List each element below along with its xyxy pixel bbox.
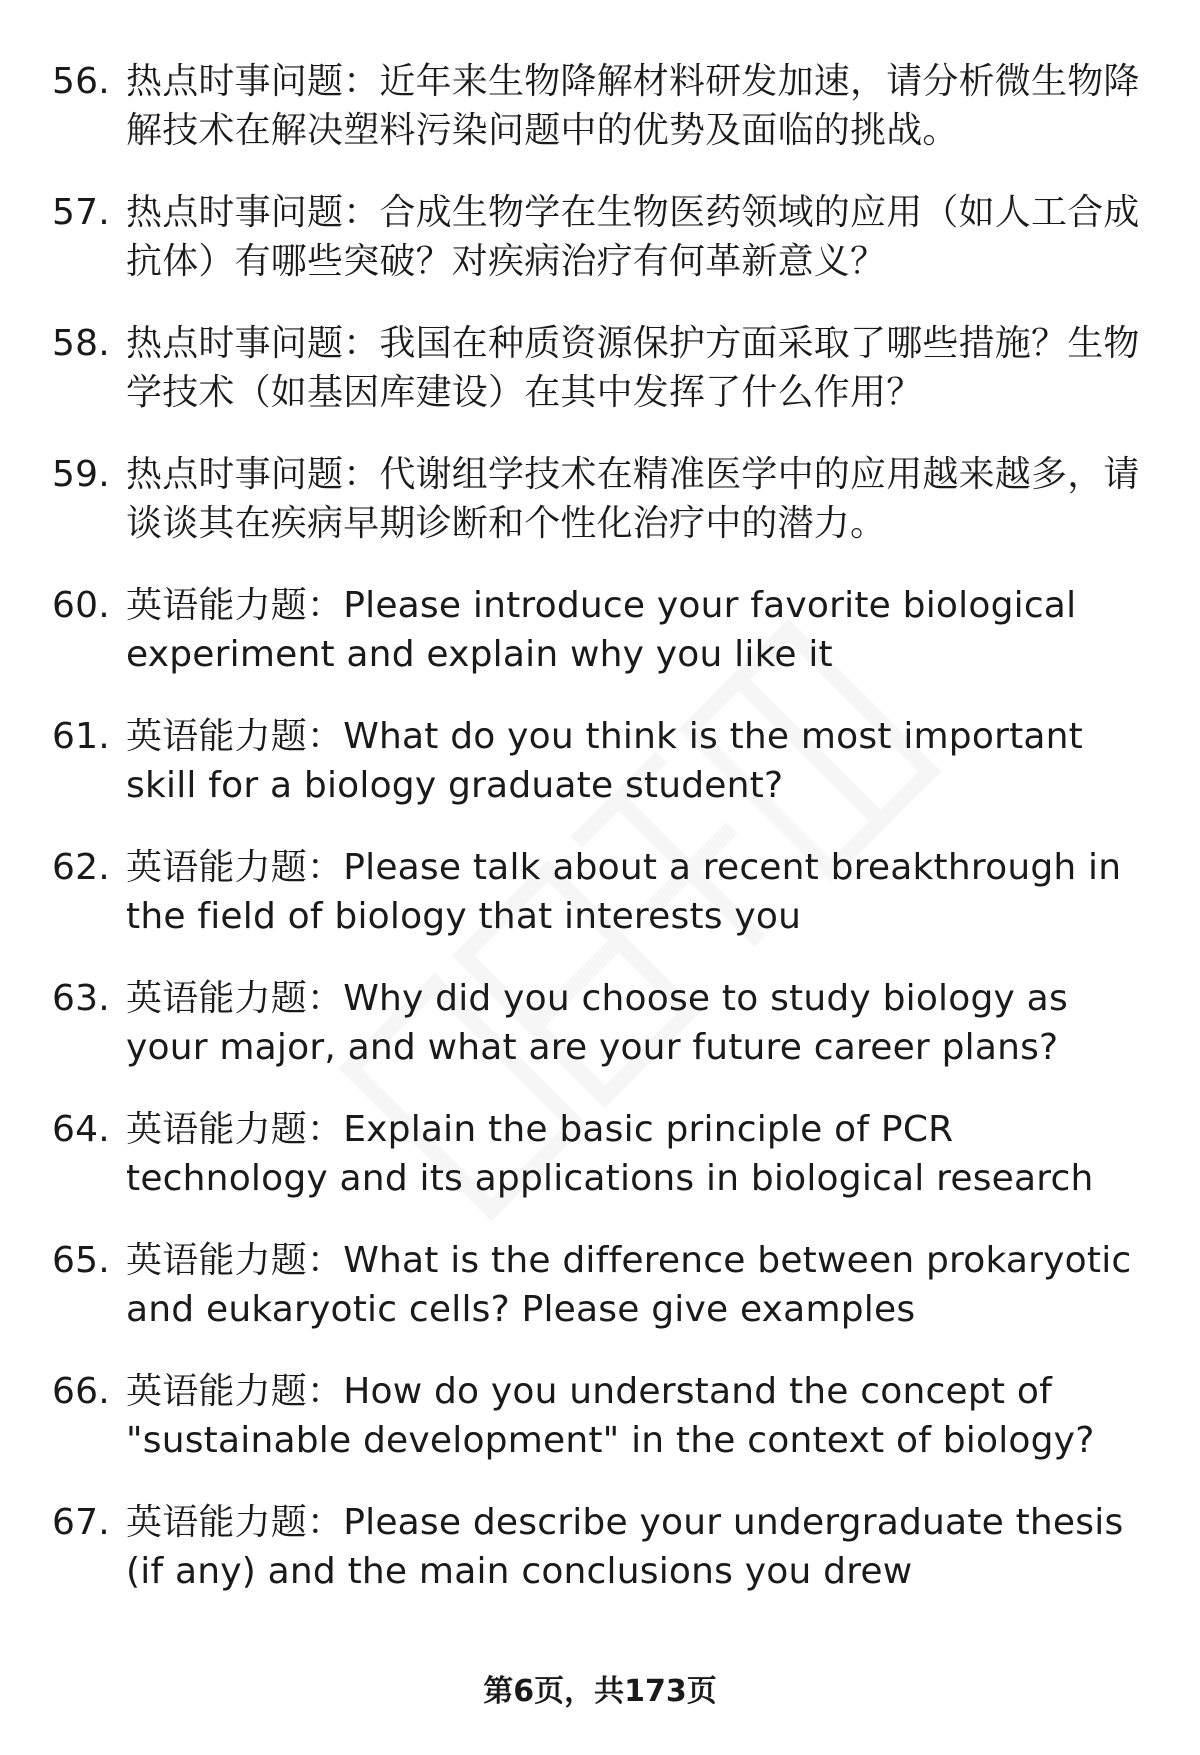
question-body bbox=[126, 1106, 1152, 1203]
question-item-66 bbox=[52, 1368, 1152, 1465]
question-item-63 bbox=[52, 975, 1152, 1072]
question-item-64 bbox=[52, 1106, 1152, 1203]
question-text: 近年来生物降解材料研发加速，请分析微生物降解技术在解决塑料污染问题中的优势及面临的挑战。 bbox=[126, 61, 1140, 151]
question-number: 63. bbox=[52, 978, 110, 1019]
question-item-58 bbox=[52, 320, 1152, 417]
question-number: 61. bbox=[52, 716, 110, 757]
question-category: 热点时事问题： bbox=[126, 61, 380, 102]
question-number: 58. bbox=[52, 323, 110, 364]
question-body bbox=[126, 1237, 1152, 1334]
question-text: What is the difference between prokaryotic and eukaryotic cells? Please give examples bbox=[126, 1240, 1132, 1330]
question-body bbox=[126, 713, 1152, 810]
question-body bbox=[126, 451, 1152, 548]
question-number: 67. bbox=[52, 1502, 110, 1543]
question-item-59 bbox=[52, 451, 1152, 548]
question-number: 59. bbox=[52, 454, 110, 495]
question-body bbox=[126, 582, 1152, 679]
question-number: 60. bbox=[52, 585, 110, 626]
question-category: 英语能力题： bbox=[126, 1502, 344, 1543]
question-text: 代谢组学技术在精准医学中的应用越来越多，请谈谈其在疾病早期诊断和个性化治疗中的潜力。 bbox=[126, 454, 1140, 544]
question-text: Please introduce your favorite biological experiment and explain why you like it bbox=[126, 585, 1077, 675]
question-number: 64. bbox=[52, 1109, 110, 1150]
question-category: 英语能力题： bbox=[126, 978, 344, 1019]
question-item-67 bbox=[52, 1499, 1152, 1596]
question-text: Please describe your undergraduate thesis (if any) and the main conclusions you drew bbox=[126, 1502, 1124, 1592]
question-item-65 bbox=[52, 1237, 1152, 1334]
question-item-61 bbox=[52, 713, 1152, 810]
question-body bbox=[126, 1368, 1152, 1465]
question-body bbox=[126, 320, 1152, 417]
question-text: Please talk about a recent breakthrough in the field of biology that interests you bbox=[126, 847, 1122, 937]
question-item-60 bbox=[52, 582, 1152, 679]
question-text: Explain the basic principle of PCR technology and its applications in biological research bbox=[126, 1109, 1094, 1199]
question-number: 65. bbox=[52, 1240, 110, 1281]
question-category: 英语能力题： bbox=[126, 847, 344, 888]
page-footer: 第6页，共173页 bbox=[483, 1674, 717, 1709]
question-category: 英语能力题： bbox=[126, 1109, 344, 1150]
question-text: Why did you choose to study biology as your major, and what are your future career plans? bbox=[126, 978, 1068, 1068]
question-category: 英语能力题： bbox=[126, 1240, 344, 1281]
question-category: 英语能力题： bbox=[126, 716, 344, 757]
question-text: 合成生物学在生物医药领域的应用（如人工合成抗体）有哪些突破？对疾病治疗有何革新意义？ bbox=[126, 192, 1140, 282]
question-number: 62. bbox=[52, 847, 110, 888]
question-body bbox=[126, 844, 1152, 941]
question-category: 热点时事问题： bbox=[126, 454, 380, 495]
question-body bbox=[126, 1499, 1152, 1596]
question-category: 热点时事问题： bbox=[126, 192, 380, 233]
question-category: 英语能力题： bbox=[126, 585, 344, 626]
question-text: What do you think is the most important skill for a biology graduate student? bbox=[126, 716, 1083, 806]
question-number: 56. bbox=[52, 61, 110, 102]
question-number: 66. bbox=[52, 1371, 110, 1412]
question-number: 57. bbox=[52, 192, 110, 233]
question-text: How do you understand the concept of "sustainable development" in the context of biology? bbox=[126, 1371, 1095, 1461]
question-text: 我国在种质资源保护方面采取了哪些措施？生物学技术（如基因库建设）在其中发挥了什么作用？ bbox=[126, 323, 1140, 413]
question-body bbox=[126, 58, 1152, 155]
question-item-56 bbox=[52, 58, 1152, 155]
question-item-57 bbox=[52, 189, 1152, 286]
question-category: 英语能力题： bbox=[126, 1371, 344, 1412]
question-body bbox=[126, 189, 1152, 286]
question-body bbox=[126, 975, 1152, 1072]
question-item-62 bbox=[52, 844, 1152, 941]
question-list bbox=[52, 58, 1152, 1630]
question-category: 热点时事问题： bbox=[126, 323, 380, 364]
